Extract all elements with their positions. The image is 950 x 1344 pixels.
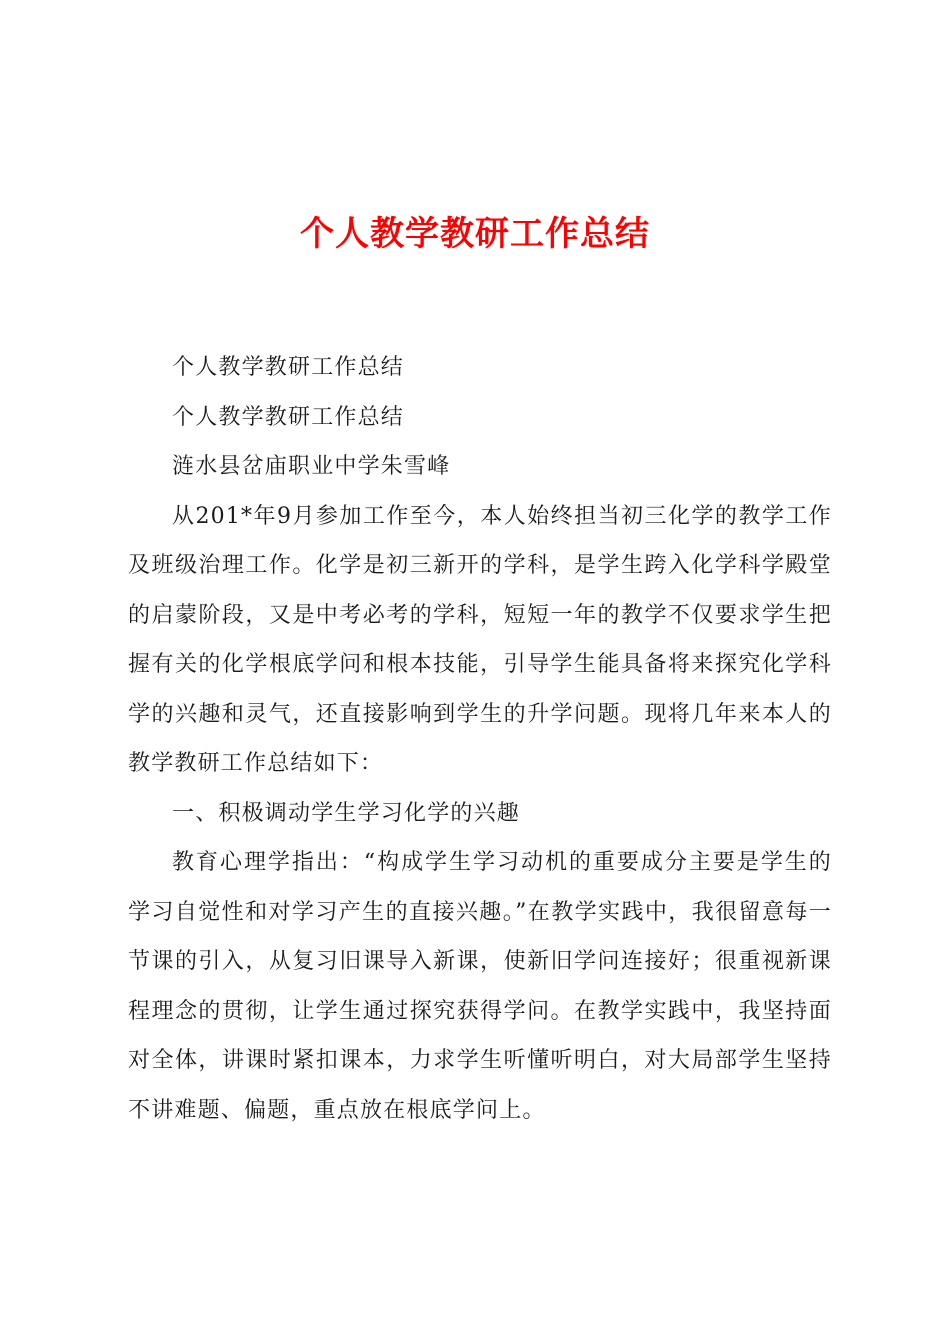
paragraph-section-1: 教育心理学指出：“构成学生学习动机的重要成分主要是学生的学习自觉性和对学习产生的直接兴趣。”在教学实践中，我很留意每一节课的引入，从复习旧课导入新课，使新旧学问连接好；很重视新课程理念的贯彻，让学生通过探究获得学问。在教学实践中，我坚持面对全体，讲课时紧扣课本，力求学生听懂听明白，对大局部学生坚持不讲难题、偏题，重点放在根底学问上。 [128,850,832,1123]
section-heading-1: 一、积极调动学生学习化学的兴趣 [172,800,521,826]
paragraph-subtitle-1: 个人教学教研工作总结 [172,355,405,380]
paragraph-subtitle-2: 个人教学教研工作总结 [172,404,405,430]
paragraph-author: 涟水县岔庙职业中学朱雪峰 [172,454,451,479]
paragraph-intro: 从201*年9月参加工作至今，本人始终担当初三化学的教学工作及班级治理工作。化学是初三新开的学科，是学生跨入化学科学殿堂的启蒙阶段，又是中考必考的学科，短短一年的教学不仅要求学生把握有关的化学根底学问和根本技能，引导学生能具备将来探究化学科学的兴趣和灵气，还直接影响到学生的升学问题。现将几年来本人的教学教研工作总结如下： [128,503,832,776]
document-body [128,343,832,1135]
document-title: 个人教学教研工作总结 [300,214,650,254]
